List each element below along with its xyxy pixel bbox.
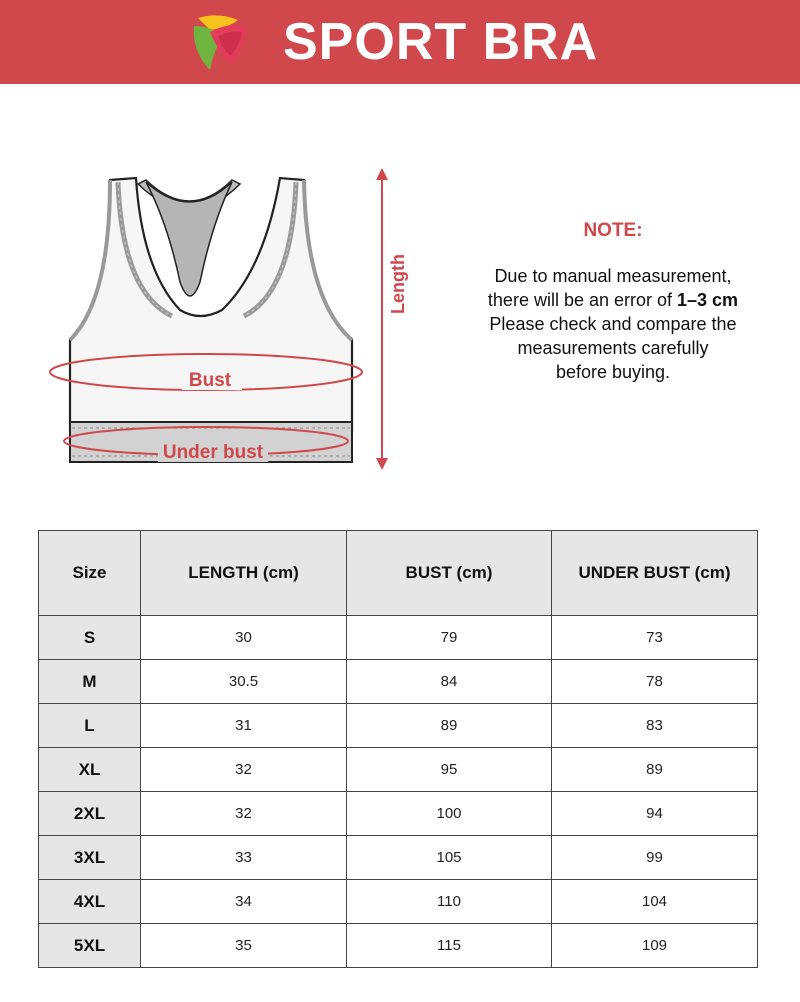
table-row xyxy=(39,880,758,924)
length-cell: 35 xyxy=(141,924,347,968)
table-header-row xyxy=(39,531,758,616)
note-text xyxy=(462,264,764,384)
table-row xyxy=(39,704,758,748)
length-cell: 32 xyxy=(141,748,347,792)
table-row xyxy=(39,748,758,792)
bust-cell: 84 xyxy=(347,660,552,704)
length-cell: 33 xyxy=(141,836,347,880)
note-line: measurements carefully xyxy=(517,338,709,358)
bust-cell: 115 xyxy=(347,924,552,968)
note-title: NOTE: xyxy=(583,220,643,241)
size-cell: S xyxy=(39,616,141,660)
length-arrow xyxy=(376,168,388,470)
size-cell: M xyxy=(39,660,141,704)
underbust-cell: 89 xyxy=(552,748,758,792)
note-line-prefix: there will be an error of xyxy=(487,290,678,310)
sport-bra-diagram xyxy=(40,160,430,480)
page-title: SPORT BRA xyxy=(283,13,599,71)
underbust-cell: 78 xyxy=(552,660,758,704)
col-header-size: Size xyxy=(39,531,141,616)
underbust-cell: 99 xyxy=(552,836,758,880)
col-header-bust: BUST (cm) xyxy=(347,531,552,616)
table-row xyxy=(39,836,758,880)
underbust-cell: 104 xyxy=(552,880,758,924)
bust-cell: 105 xyxy=(347,836,552,880)
size-cell: L xyxy=(39,704,141,748)
bust-cell: 100 xyxy=(347,792,552,836)
table-row xyxy=(39,616,758,660)
underbust-cell: 94 xyxy=(552,792,758,836)
col-header-length: LENGTH (cm) xyxy=(141,531,347,616)
table-row xyxy=(39,924,758,968)
size-cell: 2XL xyxy=(39,792,141,836)
note-line: before buying. xyxy=(555,362,671,382)
error-range: 1–3 cm xyxy=(677,290,739,310)
underbust-cell: 73 xyxy=(552,616,758,660)
length-cell: 31 xyxy=(141,704,347,748)
underbust-cell: 83 xyxy=(552,704,758,748)
note-line xyxy=(462,288,764,312)
length-cell: 30.5 xyxy=(141,660,347,704)
bust-cell: 95 xyxy=(347,748,552,792)
note-line: Please check and compare the xyxy=(489,314,737,334)
brand-logo-icon xyxy=(188,12,258,74)
underbust-label: Under bust xyxy=(162,442,264,463)
size-chart-table xyxy=(38,530,758,968)
size-cell: 4XL xyxy=(39,880,141,924)
size-cell: 3XL xyxy=(39,836,141,880)
table-row xyxy=(39,660,758,704)
bust-label: Bust xyxy=(188,370,232,391)
length-label: Length xyxy=(388,254,408,314)
size-cell: 5XL xyxy=(39,924,141,968)
table-row xyxy=(39,792,758,836)
size-cell: XL xyxy=(39,748,141,792)
bust-cell: 89 xyxy=(347,704,552,748)
bust-cell: 110 xyxy=(347,880,552,924)
underbust-cell: 109 xyxy=(552,924,758,968)
length-cell: 30 xyxy=(141,616,347,660)
col-header-underbust: UNDER BUST (cm) xyxy=(552,531,758,616)
length-cell: 34 xyxy=(141,880,347,924)
length-cell: 32 xyxy=(141,792,347,836)
header-banner xyxy=(0,0,800,84)
note-line: Due to manual measurement, xyxy=(494,266,732,286)
bust-cell: 79 xyxy=(347,616,552,660)
